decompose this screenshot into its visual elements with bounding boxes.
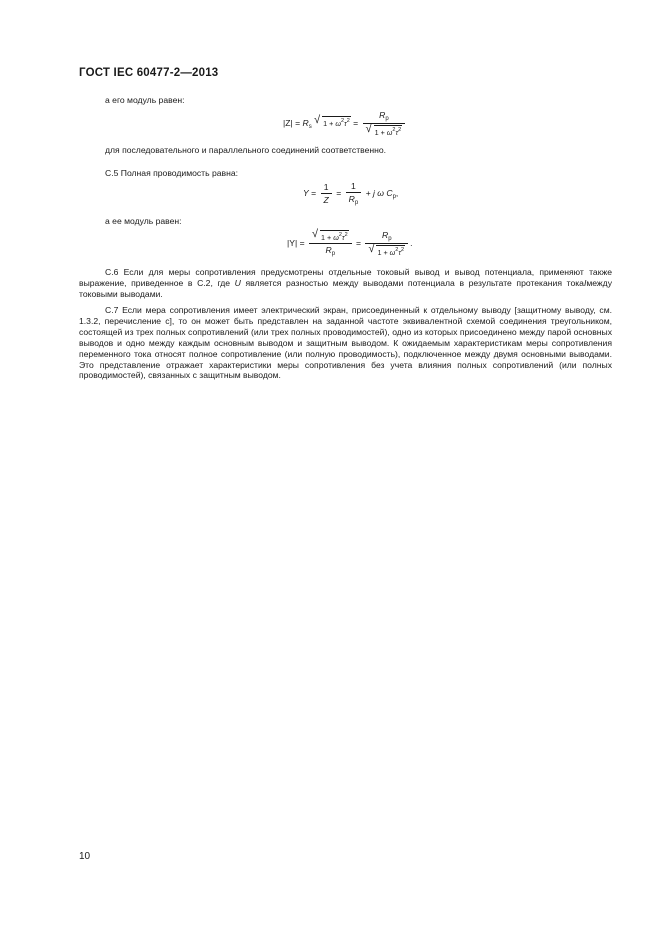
rs-subscript: s <box>308 123 312 130</box>
rp-symbol: R <box>325 245 332 255</box>
rp-subscript: p <box>388 236 392 242</box>
tau-symbol: τ <box>398 248 402 257</box>
formula-z-modulus <box>283 110 407 137</box>
formula-y <box>303 181 398 206</box>
j-omega-c-term: + j ω C <box>365 187 393 198</box>
omega-symbol: ω <box>386 128 393 137</box>
comma: , <box>395 187 399 198</box>
equals-sign: = <box>336 187 342 198</box>
equals-sign: = <box>356 237 362 248</box>
intro-y-modulus: а ее модуль равен: <box>105 216 182 226</box>
exponent: 2 <box>392 127 396 133</box>
fraction-one-over-z <box>321 182 332 205</box>
cp-subscript: p <box>392 193 396 200</box>
fraction-sqrt-over-rp: √ $1 + \omega^2\tau^2$ $R_p$ <box>309 230 352 257</box>
exponent: 2 <box>395 247 399 253</box>
one-plus: 1 + <box>323 118 336 128</box>
rp-symbol: R <box>379 110 386 120</box>
period: . <box>410 237 413 248</box>
fraction-rp-over-sqrt: $R_p$ √ $1 + \omega^2\tau^2$ <box>365 230 408 257</box>
z-symbol: Z <box>323 195 329 205</box>
rp-symbol: R <box>348 194 355 204</box>
one-plus: 1 + <box>374 128 387 137</box>
omega-symbol: ω <box>335 118 341 128</box>
after-z-paragraph: для последовательного и параллельного соединений соответственно. <box>105 145 387 155</box>
tau-symbol: τ <box>344 118 347 128</box>
exponent: 2 <box>398 127 402 133</box>
section-c6 <box>79 267 612 300</box>
rp-subscript: p <box>385 116 389 122</box>
lhs-y: |Y| <box>287 237 298 248</box>
tau-symbol: τ <box>395 128 399 137</box>
section-c5: С.5 Полная проводимость равна: <box>105 168 239 178</box>
equals-sign: = <box>299 237 305 248</box>
fraction-rp: $R_p$ √ $1 + \omega^2\tau^2$ <box>363 110 406 137</box>
document-header: ГОСТ IEC 60477-2—2013 <box>79 67 219 79</box>
c6-text-tail: между токовыми выводами. <box>79 277 612 299</box>
omega-symbol: ω <box>333 233 339 242</box>
equals-sign: = <box>295 117 301 128</box>
exponent: 2 <box>340 117 345 124</box>
rs-symbol: R <box>302 117 309 128</box>
i-symbol: I <box>583 277 587 288</box>
formula-y-modulus <box>287 230 413 257</box>
rp-subscript: p <box>354 200 359 206</box>
rp-subscript: p <box>331 251 336 257</box>
y-symbol: Y <box>303 187 309 198</box>
numerator-one: 1 <box>321 182 332 194</box>
section-c7: С.7 Если мера сопротивления имеет электрический экран, присоединенный к отдельному выводу [защитному выводу, см. 1.3.2, перечисление с], то он может быть представлен на заданной частоте эквивалентной схемой соединения треугольником, состоящей из трех полных сопротивлений (или трех полных проводимостей), одно из которых присоединено между парой основных выводов и одно между каждым основным выводом и защитным выводом. К ожидаемым характеристикам меры сопротивления переменного тока относят полное сопротивление (или полную проводимость), подключенное между двумя основными выводами. Это представление отражает характеристики меры сопротивления без учета влияния полных сопротивлений (или полных проводимостей), связанных с защитным выводом. <box>79 305 612 381</box>
c6-text-before: С.6 Если для меры сопротивления предусмотрены отдельные токовый вывод и вывод потенциала, применяют также выражение, приведенное в С.2, где <box>79 267 612 288</box>
exponent: 2 <box>338 232 342 238</box>
intro-z-modulus: а его модуль равен: <box>105 95 185 105</box>
page-number: 10 <box>79 851 91 862</box>
lhs-z: |Z| <box>283 117 293 128</box>
rp-symbol: R <box>382 230 389 240</box>
fraction-one-over-rp <box>346 181 362 206</box>
one-plus: 1 + <box>377 248 390 257</box>
one-plus: 1 + <box>321 233 334 242</box>
sqrt-term: √ $1 + \omega^2\tau^2$ <box>314 113 350 128</box>
equals-sign: = <box>311 187 317 198</box>
tau-symbol: τ <box>341 233 345 242</box>
exponent: 2 <box>346 117 350 124</box>
c6-text-after: является разностью между выводами потенциала в результате протекания тока <box>240 277 584 288</box>
omega-symbol: ω <box>389 248 396 257</box>
equals-sign: = <box>353 117 359 128</box>
numerator-one: 1 <box>346 181 362 193</box>
exponent: 2 <box>401 247 405 253</box>
exponent: 2 <box>344 232 348 238</box>
u-symbol: U <box>234 277 241 288</box>
